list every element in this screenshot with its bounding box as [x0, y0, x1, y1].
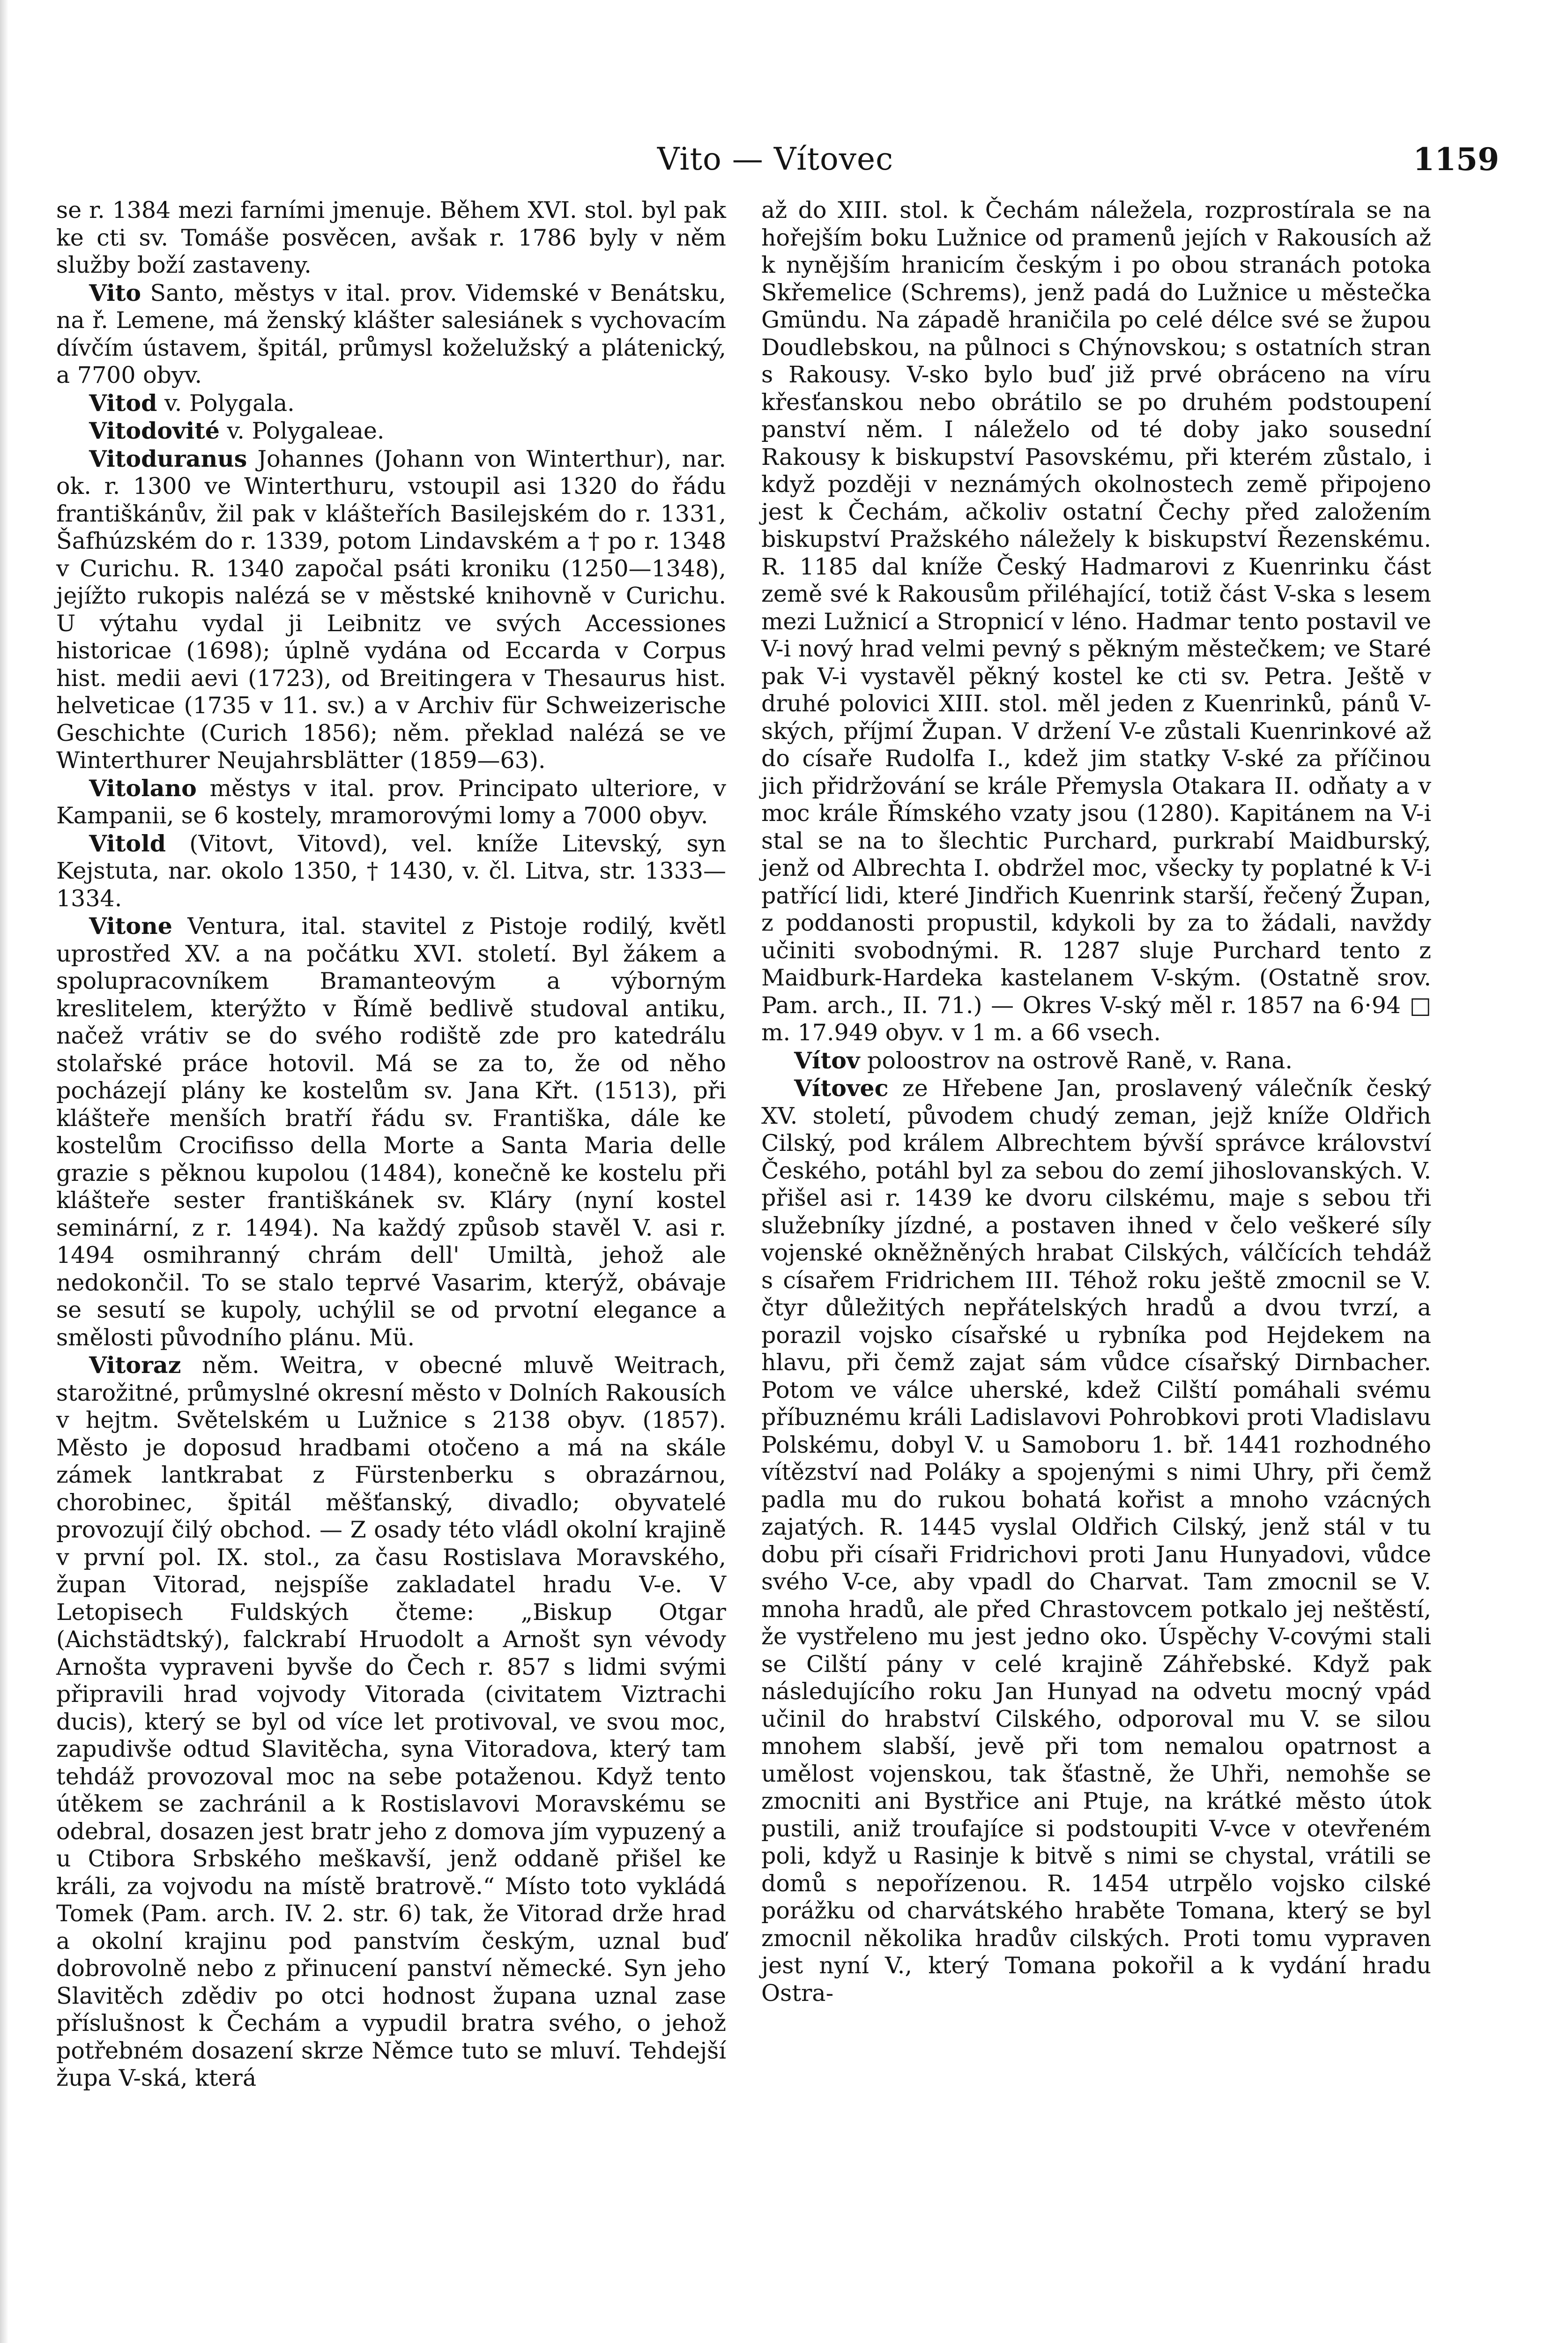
entry-headword: Vitodovité	[89, 417, 220, 444]
entry-continued	[56, 197, 726, 279]
entry-vitod	[56, 389, 726, 418]
entry-headword: Vítovec	[794, 1074, 889, 1102]
entry-vitovec	[761, 1074, 1431, 2007]
entry-continued	[761, 197, 1431, 1047]
entry-text: v. Polygala.	[164, 389, 295, 417]
running-title: Vito — Vítovec	[657, 141, 894, 177]
entry-headword: Vito	[89, 279, 141, 306]
entry-text: Johannes (Johann von Winterthur), nar. ok. r. 1300 ve Winterthuru, vstoupil asi 1320 do řádu františkánův, žil pak v klášteřích Basilejském do r. 1331, Šafhúzském do r. 1339, potom Lindavském a † po r. 1348 v Curichu. R. 1340 započal psáti kroniku (1250—1348), jejížto rukopis nalézá se v městské knihovně v Curichu. U výtahu vydal ji Leibnitz ve svých Accessiones historicae (1698); úplně vydána od Eccarda v Corpus hist. medii aevi (1723), od Breitingera v Thesaurus hist. helveticae (1735 v 11. sv.) a v Archiv für Schweizerische Geschichte (Curich 1856); něm. překlad nalézá se ve Winterthurer Neujahrsblätter (1859—63).	[56, 445, 726, 774]
entry-text: (Vitovt, Vitovd), vel. kníže Litevský, syn Kejstuta, nar. okolo 1350, † 1430, v. čl. Litva, str. 1333—1334.	[56, 830, 727, 912]
entry-headword: Vítov	[794, 1046, 860, 1074]
right-column	[761, 197, 1431, 2007]
entry-text: až do XIII. stol. k Čechám náležela, rozprostírala se na hořejším boku Lužnice od pramenů jejích v Rakousích až k nynějším hranicím českým i po obou stranách potoka Skřemelice (Schrems), jenž padá do Lužnice u městečka Gmündu. Na západě hraničila po celé délce své se župou Doudlebskou, na půlnoci s Chýnovskou; s ostatních stran s Rakousy. V-sko bylo buď již prvé obráceno na víru křesťanskou nebo obrátilo se po druhém podstoupení panství něm. I náleželo od té doby jako sousední Rakousy k biskupství Pasovskému, při kterém zůstalo, i když později v neznámých okolnostech země připojeno jest k Čechám, ačkoliv ostatní Čechy před založením biskupství Pražského náležely k biskupství Řezenskému. R. 1185 dal kníže Český Hadmarovi z Kuenrinku část země své k Rakousům přiléhající, totiž část V-ska s lesem mezi Lužnicí a Stropnicí v léno. Hadmar tento postavil ve V-i nový hrad velmi pevný s pěkným městečkem; ve Staré pak V-i vystavěl pěkný kostel ke cti sv. Petra. Ještě v druhé polovici XIII. stol. měl jeden z Kuenrinků, pánů V-ských, příjmí Župan. V držení V-e zůstali Kuenrinkové až do císaře Rudolfa I., kdež jim statky V-ské za příčinou jich přidržování se krále Přemysla Otakara II. odňaty a v moc krále Římského vzaty jsou (1280). Kapitánem na V-i stal se na to šlechtic Purchard, purkrabí Maidburský, jenž od Albrechta I. obdržel moc, všecky ty poplatné k V-i patřící lidi, které Jindřich Kuenrink starší, řečený Župan, z poddanosti propustil, kdykoli by za to žádali, navždy učiniti svobodnými. R. 1287 sluje Purchard tento z Maidburk-Hardeka kastelanem V-ským. (Ostatně srov. Pam. arch., II. 71.) — Okres V-ský měl r. 1857 na 6·94 □ m. 17.949 obyv. v 1 m. a 66 vsech.	[761, 197, 1431, 1046]
left-column	[56, 197, 726, 2092]
entry-text: ze Hřebene Jan, proslavený válečník český XV. století, původem chudý zeman, jejž kníže Oldřich Cilský, pod králem Albrechtem bývší správce království Českého, potáhl byl za sebou do zemí jihoslovanských. V. přišel asi r. 1439 ke dvoru cilskému, maje s sebou tři služebníky jízdné, a postaven ihned v čelo veškeré síly vojenské okněžněných hrabat Cilských, válčících tehdáž s císařem Fridrichem III. Téhož roku ještě zmocnil se V. čtyr důležitých nepřátelských hradů a dvou tvrzí, a porazil vojsko císařské u rybníka pod Hejdekem na hlavu, při čemž zajat sám vůdce císařský Dirnbacher. Potom ve válce uherské, kdež Cilští pomáhali svému příbuznému králi Ladislavovi Pohrobkovi proti Vladislavu Polskému, dobyl V. u Samoboru 1. bř. 1441 rozhodného vítězství nad Poláky a spojenými s nimi Uhry, při čemž padla mu do rukou bohatá kořist a mnoho vzácných zajatých. R. 1445 vyslal Oldřich Cilský, jenž stál v tu dobu při císaři Fridrichovi proti Janu Hunyadovi, vůdce svého V-ce, aby vpadl do Charvat. Tam zmocnil se V. mnoha hradů, ale před Chrastovcem potkalo jej neštěstí, že vystřeleno mu jest jedno oko. Úspěchy V-covými stali se Cilští pány v celé krajině Záhřebské. Když pak následujícího roku Jan Hunyad na odvetu mocný vpád učinil do hrabství Cilského, odporoval mu V. se silou mnohem slabší, jevě při tom nemalou opatrnost a umělost vojenskou, tak šťastně, že Uhři, nemohše se zmocniti ani Bystřice ani Ptuje, na krátké město útok pustili, aniž troufajíce si podstoupiti V-vce v otevřeném poli, když u Rasinje k bitvě s nimi se chystal, vrátili se domů s nepořízenou. R. 1454 utrpělo vojsko cilské porážku od charvátského hraběte Tomana, který se byl zmocnil několika hradův cilských. Proti tomu vypraven jest nyní V., který Tomana pokořil a k vydání hradu Ostra-	[761, 1075, 1432, 2007]
entry-headword: Vitold	[89, 829, 166, 857]
entry-headword: Vitolano	[89, 774, 197, 802]
entry-text: v. Polygaleae.	[227, 418, 385, 444]
entry-text: Santo, městys v ital. prov. Videmské v Benátsku, na ř. Lemene, má ženský klášter salesiánek s vychovacím dívčím ústavem, špitál, průmysl koželužský a plátenický, a 7700 obyv.	[56, 279, 726, 388]
entry-text: Ventura, ital. stavitel z Pistoje rodilý, květl uprostřed XV. a na počátku XVI. století. Byl žákem a spolupracovníkem Bramanteovým a výborným kreslitelem, kterýžto v Římě bedlivě studoval antiku, načež vrátiv se do svého rodiště zde pro katedrálu stolařské práce hotovil. Má se za to, že od něho pocházejí plány ke kostelům sv. Jana Křt. (1513), při klášteře menších bratří řádu sv. Františka, dále ke kostelům Crocifisso della Morte a Santa Maria delle grazie s pěknou kupolou (1484), konečně ke kostelu při klášteře sester františkánek sv. Kláry (nyní kostel seminární, z r. 1494). Na každý způsob stavěl V. asi r. 1494 osmihranný chrám dell' Umiltà, jehož ale nedokončil. To se stalo teprvé Vasarim, kterýž, obávaje se sesutí se kupoly, uchýlil se od prvotní elegance a smělosti původního plánu. Mü.	[56, 913, 726, 1351]
entry-vito	[56, 279, 726, 389]
entry-vitoduranus	[56, 445, 726, 775]
entry-text: městys v ital. prov. Principato ulteriore, v Kampanii, se 6 kostely, mramorovými lomy a 7000 obyv.	[56, 775, 726, 829]
entry-text: poloostrov na ostrově Raně, v. Rana.	[867, 1047, 1293, 1074]
running-header	[52, 134, 1499, 185]
entry-vitov	[761, 1047, 1431, 1075]
entry-vitone	[56, 912, 726, 1351]
entry-vitodovite	[56, 417, 726, 445]
entry-headword: Vitone	[89, 912, 172, 940]
entry-vitolano	[56, 775, 726, 830]
entry-headword: Vitoduranus	[89, 445, 247, 472]
entry-headword: Vitod	[89, 389, 157, 417]
entry-text: se r. 1384 mezi farními jmenuje. Během XVI. stol. byl pak ke cti sv. Tomáše posvěcen, avšak r. 1786 byly v něm služby boží zastaveny.	[56, 197, 726, 278]
entry-vitold	[56, 830, 726, 913]
entry-vitoraz	[56, 1351, 726, 2092]
entry-headword: Vitoraz	[89, 1351, 181, 1379]
page-fold-shadow	[0, 0, 8, 2343]
entry-text: něm. Weitra, v obecné mluvě Weitrach, starožitné, průmyslné okresní město v Dolních Rakousích v hejtm. Světelském u Lužnice s 2138 obyv. (1857). Město je doposud hradbami otočeno a má na skále zámek lantkrabat z Fürstenberku s obrazárnou, chorobinec, špitál měšťanský, divadlo; obyvatelé provozují čilý obchod. — Z osady této vládl okolní krajině v první pol. IX. stol., za času Rostislava Moravského, župan Vitorad, nejspíše zakladatel hradu V-e. V Letopisech Fuldských čteme: „Biskup Otgar (Aichstädtský), falckrabí Hruodolt a Arnošt syn vévody Arnošta vypraveni byvše do Čech r. 857 s lidmi svými připravili hrad vojvody Vitorada (civitatem Viztrachi ducis), který se byl od více let protivoval, ve svou moc, zapudivše odtud Slavitěcha, syna Vitoradova, který tam tehdáž provozoval moc na sebe potaženou. Když tento útěkem se zachránil a k Rostislavovi Moravskému se odebral, dosazen jest bratr jeho z domova jím vypuzený a u Ctibora Srbského meškavší, jenž oddaně přišel ke králi, za vojvodu na místě bratrově.“ Místo toto vykládá Tomek (Pam. arch. IV. 2. str. 6) tak, že Vitorad drže hrad a okolní krajinu pod panstvím českým, uznal buď dobrovolně nebo z přinucení panství německé. Syn jeho Slavitěch zdědiv po otci hodnost župana uznal zase příslušnost k Čechám a vypudil bratra svého, o jehož potřebném dosazení skrze Němce tuto se mluví. Tehdejší župa V-ská, která	[56, 1352, 726, 2091]
page-number: 1159	[1413, 141, 1499, 178]
